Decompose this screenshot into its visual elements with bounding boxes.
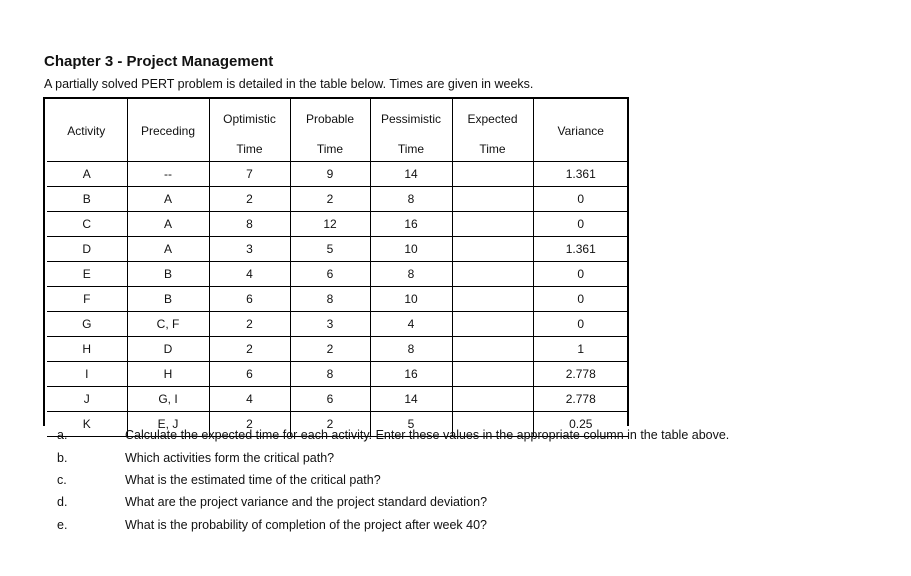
cell-activity: H	[82, 342, 92, 356]
cell-pessimistic: 8	[370, 262, 452, 287]
cell-preceding: B	[127, 262, 209, 287]
table-header-row	[46, 99, 628, 162]
cell-probable: 6	[290, 262, 370, 287]
cell-variance: 0	[533, 212, 628, 237]
header-optimistic-line1: Optimistic	[223, 112, 276, 126]
cell-preceding: A	[127, 212, 209, 237]
table-row	[46, 362, 628, 387]
cell-variance: 0	[533, 262, 628, 287]
cell-expected	[452, 162, 533, 187]
header-expected-line1: Expected	[467, 112, 518, 126]
cell-activity: F	[83, 292, 91, 306]
cell-optimistic: 2	[209, 412, 290, 437]
cell-preceding: C, F	[127, 312, 209, 337]
cell-expected	[452, 287, 533, 312]
header-optimistic-line2: Time	[236, 142, 263, 156]
cell-variance: 1.361	[533, 237, 628, 262]
header-expected-line2: Time	[479, 142, 506, 156]
cell-optimistic: 6	[209, 287, 290, 312]
header-optimistic	[209, 99, 290, 162]
cell-activity: A	[82, 167, 91, 181]
question-label: b.	[57, 451, 68, 465]
cell-optimistic: 4	[209, 262, 290, 287]
cell-variance: 1	[533, 337, 628, 362]
cell-expected	[452, 262, 533, 287]
cell-variance: 1.361	[533, 162, 628, 187]
header-preceding-label: Preceding	[140, 124, 196, 138]
cell-probable: 2	[290, 187, 370, 212]
cell-probable: 3	[290, 312, 370, 337]
cell-variance: 2.778	[533, 387, 628, 412]
cell-preceding: E, J	[127, 412, 209, 437]
cell-probable: 9	[290, 162, 370, 187]
cell-pessimistic: 14	[370, 387, 452, 412]
cell-pessimistic: 4	[370, 312, 452, 337]
table-row	[46, 387, 628, 412]
header-pessimistic-line1: Pessimistic	[380, 112, 441, 126]
cell-optimistic: 7	[209, 162, 290, 187]
question-text: What are the project variance and the project standard deviation?	[125, 495, 488, 509]
cell-probable: 5	[290, 237, 370, 262]
header-probable-line2: Time	[316, 142, 344, 156]
cell-variance: 0	[533, 287, 628, 312]
question-text: Which activities form the critical path?	[125, 451, 335, 465]
cell-variance: 2.778	[533, 362, 628, 387]
cell-pessimistic: 10	[370, 237, 452, 262]
cell-activity: K	[82, 417, 91, 431]
cell-activity: E	[82, 267, 91, 281]
cell-probable: 8	[290, 287, 370, 312]
header-pessimistic	[370, 99, 452, 162]
cell-pessimistic: 14	[370, 162, 452, 187]
cell-optimistic: 6	[209, 362, 290, 387]
cell-probable: 12	[290, 212, 370, 237]
document-subtitle: A partially solved PERT problem is detailed in the table below. Times are given in weeks.	[44, 77, 534, 91]
cell-expected	[452, 212, 533, 237]
table-row	[46, 337, 628, 362]
header-probable-line1: Probable	[305, 112, 355, 126]
cell-expected	[452, 237, 533, 262]
cell-expected	[452, 362, 533, 387]
cell-optimistic: 4	[209, 387, 290, 412]
table-row	[46, 312, 628, 337]
header-probable	[290, 99, 370, 162]
table-row	[46, 187, 628, 212]
header-preceding	[127, 99, 209, 162]
cell-expected	[452, 387, 533, 412]
cell-preceding: --	[127, 162, 209, 187]
table-row	[46, 287, 628, 312]
cell-activity: C	[82, 217, 92, 231]
pert-table	[45, 99, 628, 437]
cell-variance: 0	[533, 187, 628, 212]
cell-variance: 0.25	[533, 412, 628, 437]
cell-pessimistic: 16	[370, 212, 452, 237]
cell-optimistic: 2	[209, 187, 290, 212]
table-body	[46, 162, 628, 437]
cell-probable: 2	[290, 412, 370, 437]
cell-probable: 8	[290, 362, 370, 387]
cell-variance: 0	[533, 312, 628, 337]
cell-preceding: A	[127, 237, 209, 262]
question-text: Calculate the expected time for each activity. Enter these values in the appropriate column in the table above.	[125, 428, 730, 442]
cell-preceding: B	[127, 287, 209, 312]
cell-probable: 2	[290, 337, 370, 362]
cell-optimistic: 2	[209, 312, 290, 337]
cell-activity: J	[83, 392, 90, 406]
cell-preceding: G, I	[127, 387, 209, 412]
cell-pessimistic: 8	[370, 337, 452, 362]
question-label: c.	[57, 473, 67, 487]
question-text: What is the estimated time of the critical path?	[125, 473, 381, 487]
cell-pessimistic: 16	[370, 362, 452, 387]
cell-activity: B	[82, 192, 91, 206]
cell-pessimistic: 8	[370, 187, 452, 212]
table-row	[46, 237, 628, 262]
cell-probable: 6	[290, 387, 370, 412]
cell-preceding: D	[127, 337, 209, 362]
cell-activity: I	[85, 367, 89, 381]
cell-expected	[452, 187, 533, 212]
cell-pessimistic: 10	[370, 287, 452, 312]
header-variance	[533, 99, 628, 162]
header-expected	[452, 99, 533, 162]
question-label: e.	[57, 518, 68, 532]
cell-activity: D	[82, 242, 92, 256]
pert-table-container	[43, 97, 629, 431]
table-row	[46, 262, 628, 287]
header-activity-label: Activity	[67, 124, 106, 138]
cell-pessimistic: 5	[370, 412, 452, 437]
cell-preceding: H	[127, 362, 209, 387]
question-label: d.	[57, 495, 68, 509]
header-activity	[46, 99, 127, 162]
question-label: a.	[57, 428, 68, 442]
cell-expected	[452, 337, 533, 362]
table-row	[46, 212, 628, 237]
document-title: Chapter 3 - Project Management	[44, 53, 274, 70]
table-row	[46, 162, 628, 187]
cell-optimistic: 3	[209, 237, 290, 262]
cell-optimistic: 2	[209, 337, 290, 362]
cell-optimistic: 8	[209, 212, 290, 237]
cell-preceding: A	[127, 187, 209, 212]
cell-expected	[452, 312, 533, 337]
header-pessimistic-line2: Time	[397, 142, 425, 156]
header-variance-label: Variance	[557, 124, 604, 138]
cell-activity: G	[82, 317, 92, 331]
question-text: What is the probability of completion of the project after week 40?	[125, 518, 487, 532]
